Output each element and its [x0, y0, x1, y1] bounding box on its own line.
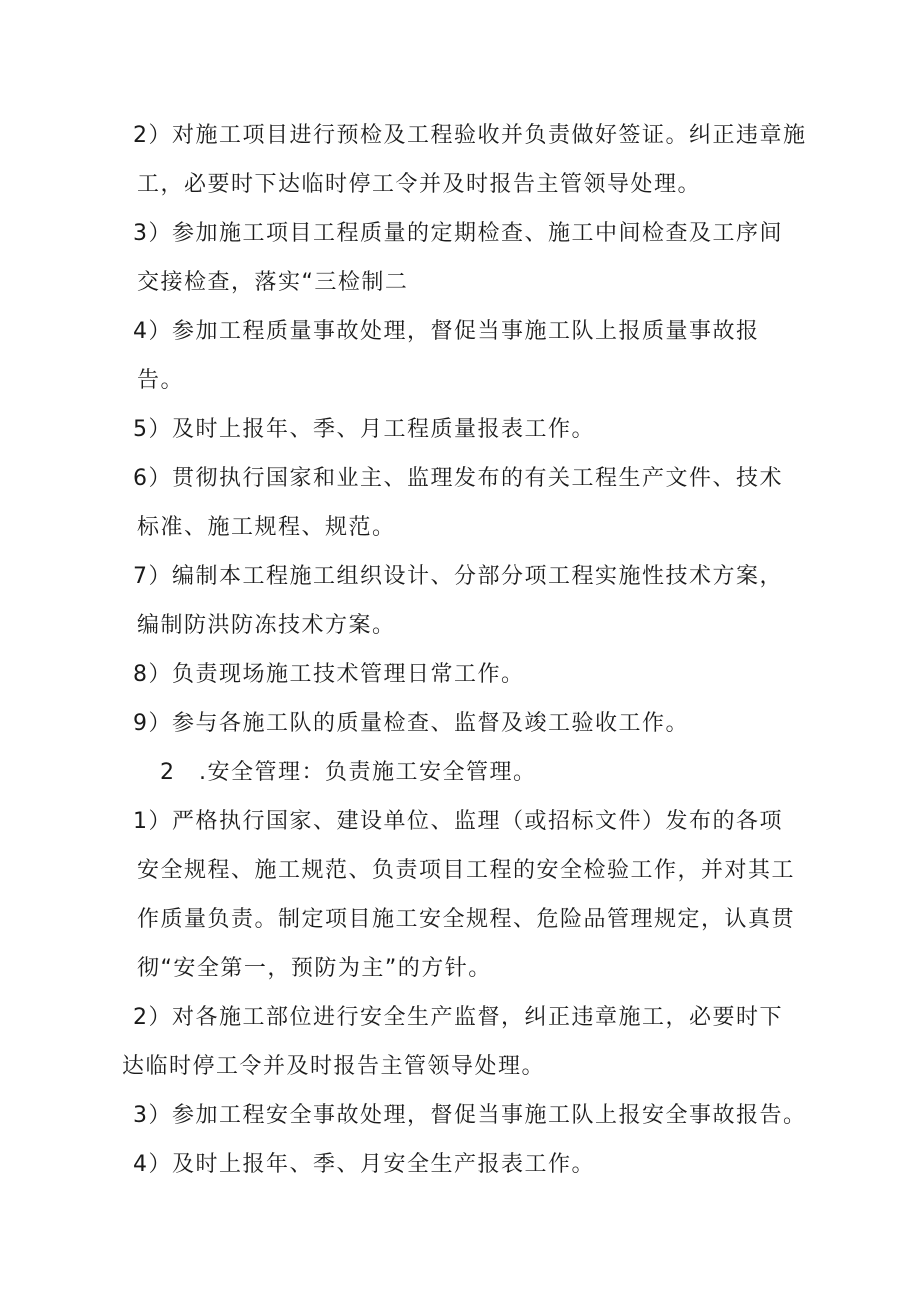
text-line: 彻“安全第一，预防为主”的方针。: [137, 956, 492, 981]
text-line: 2）对各施工部位进行安全生产监督，纠正违章施工，必要时下: [133, 1005, 783, 1030]
text-line: 4）参加工程质量事故处理，督促当事施工队上报质量事故报: [133, 319, 760, 344]
text-line: 4）及时上报年、季、月安全生产报表工作。: [133, 1152, 595, 1177]
text-line: 3）参加施工项目工程质量的定期检查、施工中间检查及工序间: [133, 221, 783, 246]
text-line: 5）及时上报年、季、月工程质量报表工作。: [133, 417, 595, 442]
section-heading: 2 .安全管理：负责施工安全管理。: [160, 760, 537, 785]
text-line: 1）严格执行国家、建设单位、监理（或招标文件）发布的各项: [133, 809, 783, 834]
text-line: 交接检查，落实“三检制二: [137, 270, 409, 295]
text-line: 作质量负责。制定项目施工安全规程、危险品管理规定，认真贯: [137, 907, 796, 932]
text-line: 达临时停工令并及时报告主管领导处理。: [122, 1054, 546, 1079]
text-line: 标准、施工规程、规范。: [137, 515, 396, 540]
text-line: 安全规程、施工规范、负责项目工程的安全检验工作，并对其工: [137, 858, 796, 883]
text-line: 工，必要时下达临时停工令并及时报告主管领导处理。: [137, 172, 702, 197]
text-line: 3）参加工程安全事故处理，督促当事施工队上报安全事故报告。: [133, 1103, 807, 1128]
text-line: 9）参与各施工队的质量检查、监督及竣工验收工作。: [133, 711, 689, 736]
text-line: 2）对施工项目进行预检及工程验收并负责做好签证。纠正违章施: [133, 123, 807, 148]
text-line: 6）贯彻执行国家和业主、监理发布的有关工程生产文件、技术: [133, 466, 783, 491]
text-line: 7）编制本工程施工组织设计、分部分项工程实施性技术方案，: [133, 564, 783, 589]
text-line: 8）负责现场施工技术管理日常工作。: [133, 662, 525, 687]
text-line: 告。: [137, 368, 185, 393]
text-line: 编制防洪防冻技术方案。: [137, 613, 396, 638]
